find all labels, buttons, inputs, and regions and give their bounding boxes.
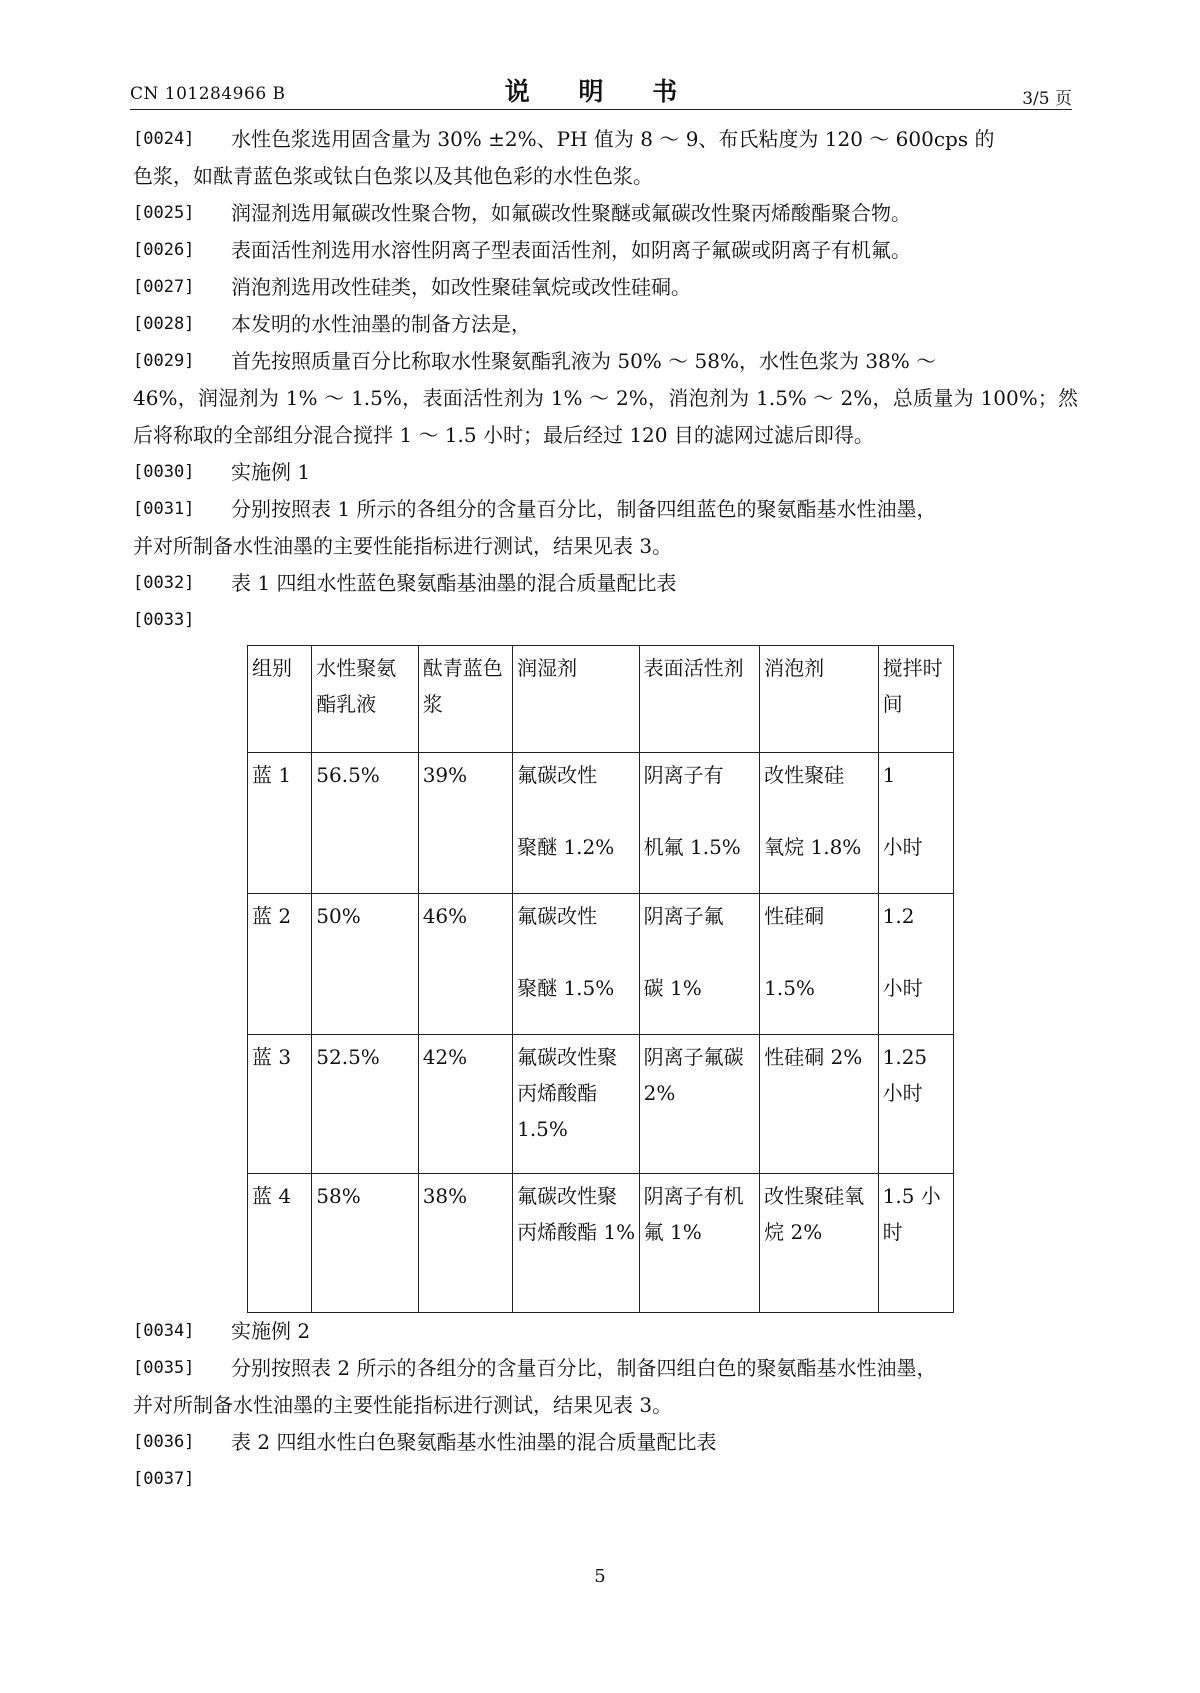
cell-text: 聚醚 1.2%: [517, 835, 615, 859]
paragraph: [133, 454, 1078, 491]
table-cell: 蓝 3: [248, 1035, 312, 1174]
paragraph-text: 分别按照表 2 所示的各组分的含量百分比，制备四组白色的聚氨酯基水性油墨，: [231, 1356, 937, 1380]
paragraph-continuation: 46%，润湿剂为 1% ～ 1.5%，表面活性剂为 1% ～ 2%，消泡剂为 1.5% ～ 2%，总质量为 100%；然后将称取的全部组分混合搅拌 1 ～ 1.5 小时；最后经过 120 目的滤网过滤后即得。: [133, 386, 1078, 447]
table-cell: [513, 753, 640, 894]
table-1: [247, 645, 954, 1313]
cell-text: 改性聚硅: [764, 763, 845, 787]
paragraph-text: 表 1 四组水性蓝色聚氨酯基油墨的混合质量配比表: [231, 571, 677, 595]
cell-text: 1: [882, 763, 896, 787]
table-cell: 39%: [418, 753, 512, 894]
table-cell: [878, 753, 953, 894]
paragraph: [133, 602, 1078, 639]
paragraph: [133, 343, 1078, 454]
paragraph-continuation: 并对所制备水性油墨的主要性能指标进行测试，结果见表 3。: [133, 1393, 673, 1417]
paragraph: [133, 121, 1078, 195]
paragraph-text: 分别按照表 1 所示的各组分的含量百分比，制备四组蓝色的聚氨酯基水性油墨，: [231, 497, 937, 521]
paragraph-number: [0024]: [133, 129, 195, 149]
table-cell: 42%: [418, 1035, 512, 1174]
paragraph: [133, 1461, 1078, 1498]
paragraph-number: [0034]: [133, 1321, 195, 1341]
paragraph: [133, 1313, 1078, 1350]
table-cell: 38%: [418, 1174, 512, 1313]
paragraph-number: [0037]: [133, 1469, 195, 1489]
table-header-cell: 表面活性剂: [639, 646, 760, 753]
paragraph-number: [0029]: [133, 351, 195, 371]
table-cell: 蓝 4: [248, 1174, 312, 1313]
table-header-cell: 搅拌时间: [878, 646, 953, 753]
table-cell: 氟碳改性聚丙烯酸酯 1.5%: [513, 1035, 640, 1174]
table-cell: 性硅硐 2%: [760, 1035, 879, 1174]
paragraph-continuation: 色浆，如酞青蓝色浆或钛白色浆以及其他色彩的水性色浆。: [133, 164, 653, 188]
table-header-cell: 消泡剂: [760, 646, 879, 753]
paragraph: [133, 1350, 1078, 1424]
table-cell: 1.25 小时: [878, 1035, 953, 1174]
table-row: [248, 1035, 954, 1174]
table-cell: 蓝 2: [248, 894, 312, 1035]
table-cell: 1.5 小时: [878, 1174, 953, 1313]
paragraph-text: 水性色浆选用固含量为 30% ±2%、PH 值为 8 ～ 9、布氏粘度为 120 ～ 600cps 的: [231, 127, 995, 151]
paragraph: [133, 565, 1078, 602]
paragraph-text: 实施例 2: [231, 1319, 311, 1343]
paragraph-text: 首先按照质量百分比称取水性聚氨酯乳液为 50% ～ 58%，水性色浆为 38% ～: [231, 349, 937, 373]
table-cell: 改性聚硅氧烷 2%: [760, 1174, 879, 1313]
table-cell: 阴离子有机氟 1%: [639, 1174, 760, 1313]
table-row: [248, 1174, 954, 1313]
paragraph: [133, 491, 1078, 565]
table-cell: [878, 894, 953, 1035]
cell-text: 机氟 1.5%: [643, 835, 741, 859]
table-cell: [513, 894, 640, 1035]
paragraph-text: 润湿剂选用氟碳改性聚合物，如氟碳改性聚醚或氟碳改性聚丙烯酸酯聚合物。: [231, 201, 911, 225]
table-cell: 58%: [312, 1174, 418, 1313]
table-cell: 52.5%: [312, 1035, 418, 1174]
cell-text: 阴离子有: [643, 763, 724, 787]
paragraph-text: 表 2 四组水性白色聚氨酯基水性油墨的混合质量配比表: [231, 1430, 717, 1454]
paragraph-number: [0026]: [133, 240, 195, 260]
table-cell: 蓝 1: [248, 753, 312, 894]
table-cell: [760, 894, 879, 1035]
paragraph-number: [0035]: [133, 1358, 195, 1378]
table-cell: [639, 753, 760, 894]
table-cell: [760, 753, 879, 894]
cell-text: 性硅硐: [764, 904, 825, 928]
header-rule: [130, 109, 1072, 110]
page-info: 3/5 页: [1022, 89, 1072, 109]
paragraph-number: [0036]: [133, 1432, 195, 1452]
document-title: 说 明 书: [504, 77, 698, 106]
paragraph-number: [0030]: [133, 462, 195, 482]
table-cell: 56.5%: [312, 753, 418, 894]
patent-number: CN 101284966 B: [130, 84, 286, 104]
paragraph-number: [0033]: [133, 610, 195, 630]
cell-text: 1.5%: [764, 976, 815, 1000]
paragraph-number: [0027]: [133, 277, 195, 297]
paragraph: [133, 306, 1078, 343]
table-row: [248, 894, 954, 1035]
paragraph-number: [0028]: [133, 314, 195, 334]
table-cell: 氟碳改性聚丙烯酸酯 1%: [513, 1174, 640, 1313]
document-body: [133, 121, 1078, 1498]
paragraph-continuation: 并对所制备水性油墨的主要性能指标进行测试，结果见表 3。: [133, 534, 673, 558]
paragraph-number: [0032]: [133, 573, 195, 593]
table-header-cell: 组别: [248, 646, 312, 753]
paragraph-text: 消泡剂选用改性硅类，如改性聚硅氧烷或改性硅硐。: [231, 275, 691, 299]
table-cell: 50%: [312, 894, 418, 1035]
cell-text: 氧烷 1.8%: [764, 835, 862, 859]
cell-text: 聚醚 1.5%: [517, 976, 615, 1000]
page-header: [130, 72, 1072, 108]
paragraph: [133, 1424, 1078, 1461]
table-cell: [639, 894, 760, 1035]
table-cell: 阴离子氟碳 2%: [639, 1035, 760, 1174]
cell-text: 小时: [882, 835, 923, 859]
cell-text: 碳 1%: [643, 976, 702, 1000]
table-header-cell: 酞青蓝色浆: [418, 646, 512, 753]
table-cell: 46%: [418, 894, 512, 1035]
table-header-cell: 水性聚氨酯乳液: [312, 646, 418, 753]
cell-text: 氟碳改性: [517, 904, 598, 928]
paragraph-number: [0025]: [133, 203, 195, 223]
table-row: [248, 753, 954, 894]
table-header-cell: 润湿剂: [513, 646, 640, 753]
paragraph: [133, 232, 1078, 269]
paragraph: [133, 195, 1078, 232]
cell-text: 氟碳改性: [517, 763, 598, 787]
paragraph-text: 表面活性剂选用水溶性阴离子型表面活性剂，如阴离子氟碳或阴离子有机氟。: [231, 238, 911, 262]
cell-text: 阴离子氟: [643, 904, 724, 928]
cell-text: 小时: [882, 976, 923, 1000]
table-header-row: [248, 646, 954, 753]
paragraph-number: [0031]: [133, 499, 195, 519]
paragraph-text: 本发明的水性油墨的制备方法是，: [231, 312, 531, 336]
cell-text: 1.2: [882, 904, 915, 928]
paragraph-text: 实施例 1: [231, 460, 311, 484]
page-number: 5: [594, 1566, 606, 1587]
paragraph: [133, 269, 1078, 306]
